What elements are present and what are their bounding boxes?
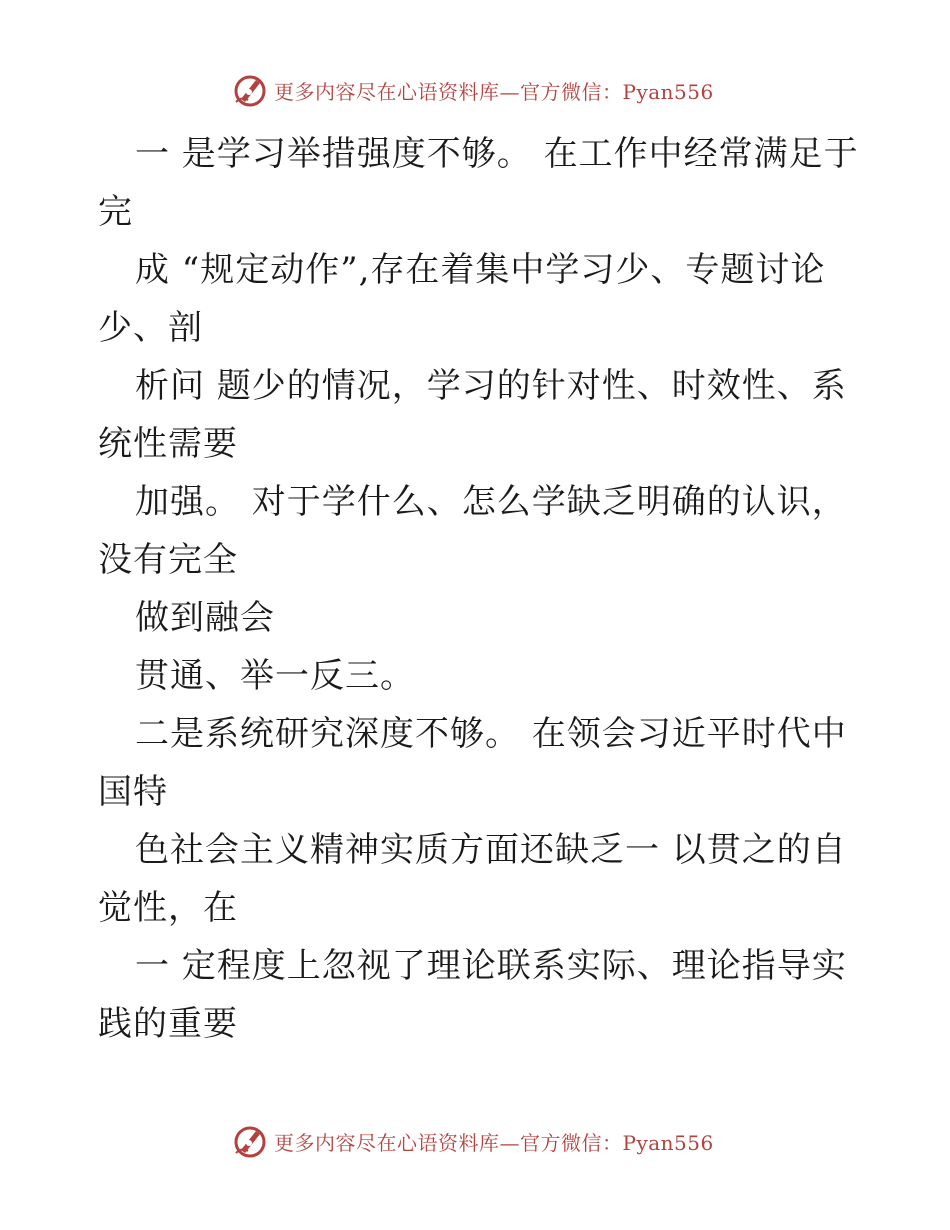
text-line: 践的重要 <box>98 1004 238 1044</box>
text-line: 做到融会 <box>135 598 275 638</box>
text-line: 色社会主义精神实质方面还缺乏一 以贯之的自 <box>135 830 847 870</box>
text-line: 少、剖 <box>98 308 203 348</box>
text-line: 成 “规定动作”,存在着集中学习少、专题讨论 <box>135 250 826 290</box>
text-line: 统性需要 <box>98 424 238 464</box>
text-line: 二是系统研究深度不够。 在领会习近平时代中 <box>135 714 847 754</box>
text-line: 析问 题少的情况，学习的针对性、时效性、系 <box>135 366 847 406</box>
document-body <box>98 125 858 1053</box>
text-line: 国特 <box>98 772 168 812</box>
pen-circle-logo-icon <box>232 72 268 108</box>
header-banner-text: 更多内容尽在心语资料库—官方微信：Pyan556 <box>274 79 714 104</box>
header-banner <box>232 70 714 110</box>
text-line: 一 是学习举措强度不够。 在工作中经常满足于 <box>135 134 859 174</box>
footer-banner <box>232 1121 714 1161</box>
text-line: 加强。 对于学什么、怎么学缺乏明确的认识， <box>135 482 847 522</box>
text-line: 没有完全 <box>98 540 238 580</box>
text-line: 一 定程度上忽视了理论联系实际、理论指导实 <box>135 946 847 986</box>
pen-circle-logo-icon <box>232 1123 268 1159</box>
text-line: 贯通、举一反三。 <box>135 656 415 696</box>
text-line: 完 <box>98 192 133 232</box>
footer-banner-text: 更多内容尽在心语资料库—官方微信：Pyan556 <box>274 1130 714 1155</box>
text-line: 觉性，在 <box>98 888 238 928</box>
